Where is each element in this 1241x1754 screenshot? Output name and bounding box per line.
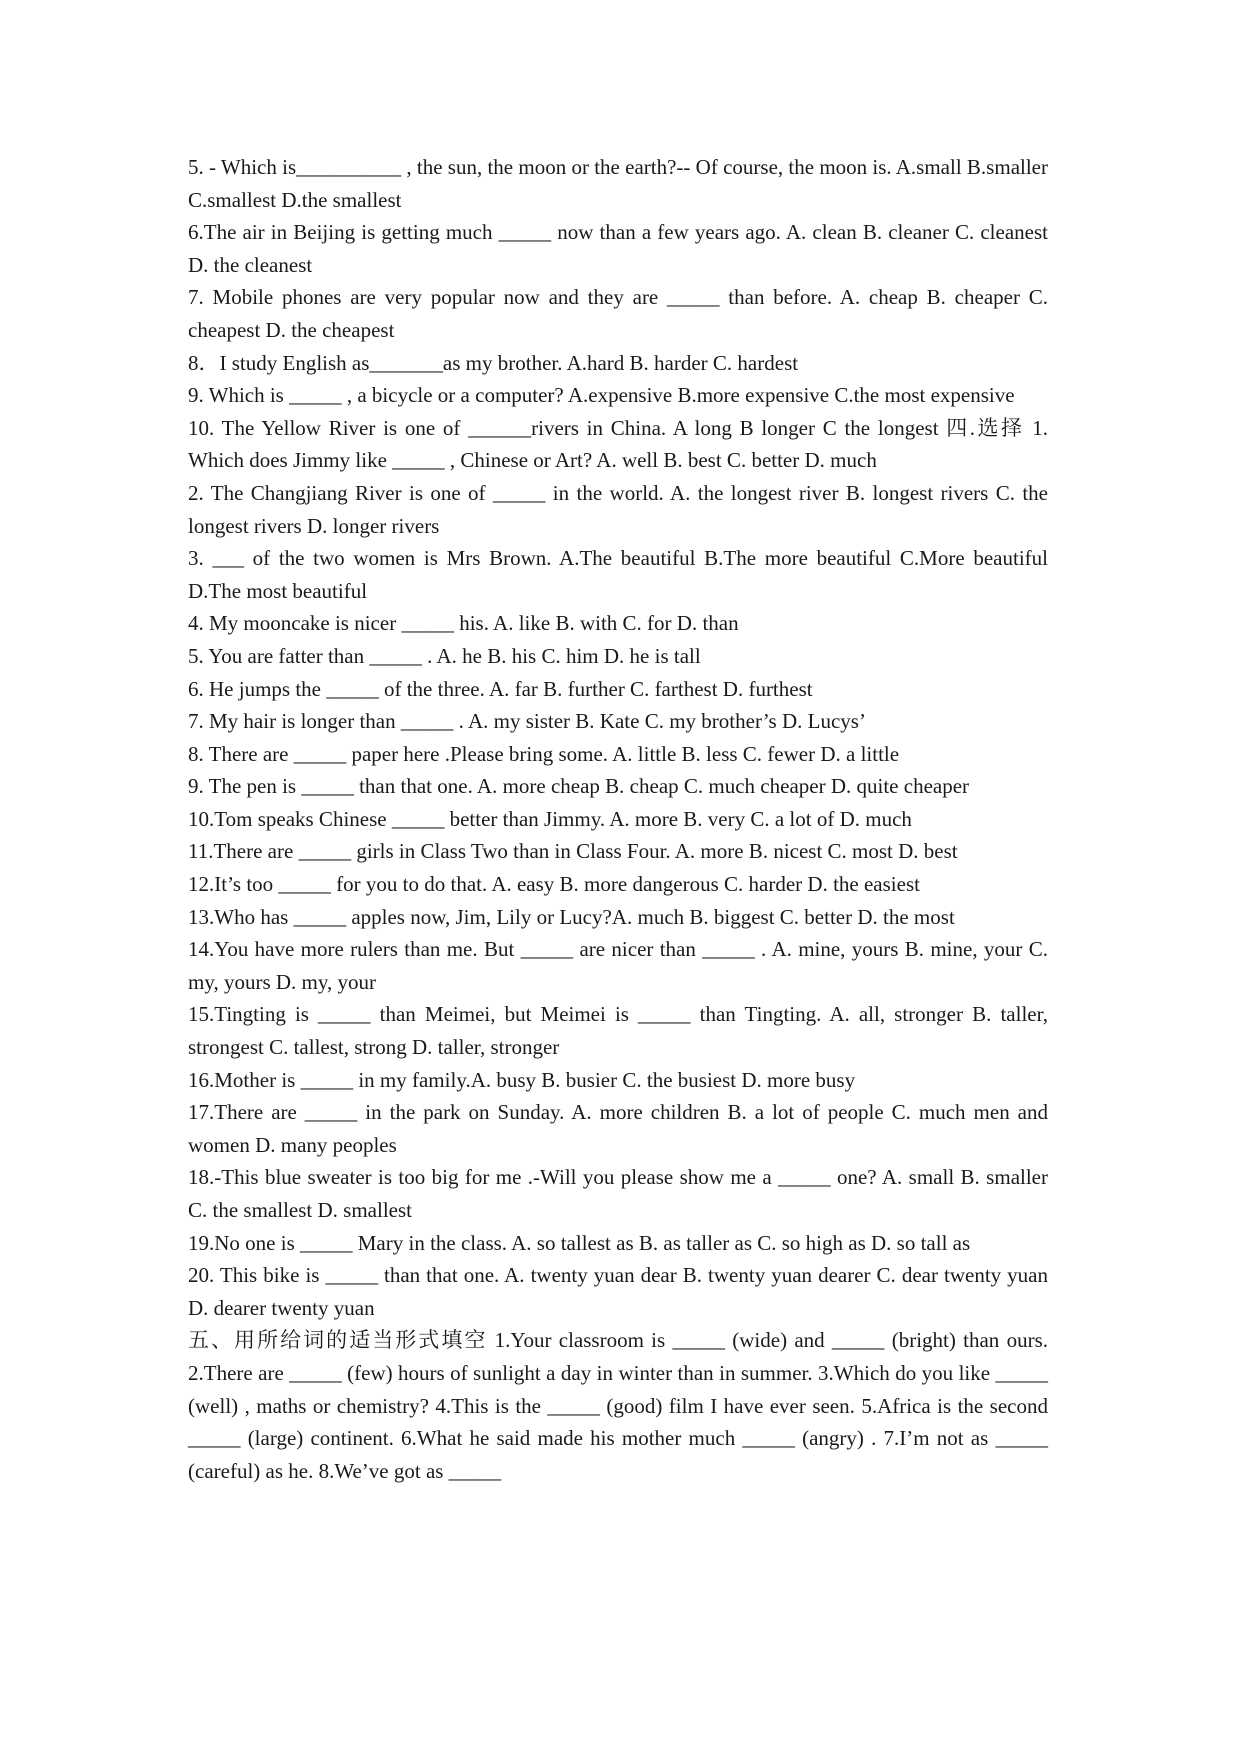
- exercise-line: 12.It’s too _____ for you to do that. A. easy B. more dangerous C. harder D. the easiest: [188, 872, 920, 897]
- exercise-line: 2. The Changjiang River is one of _____ in the world. A. the longest river B. longest rivers C. the longest rivers D. longer rivers: [188, 480, 1048, 538]
- exercise-line: 7. Mobile phones are very popular now and they are _____ than before. A. cheap B. cheaper C. cheapest D. the cheapest: [188, 285, 1048, 342]
- exercise-line: 五、用所给词的适当形式填空 1.Your classroom is _____ (wide) and _____ (bright) than ours. 2.There are _____ (few) hours of sunlight a day in winter than in summer. 3.Which do you like _____ (well) , maths or chemistry? 4.This is the _____ (good) film I have ever seen. 5.Africa is the second _____ (large) continent. 6.What he said made his mother much _____ (angry) . 7.I’m not as _____ (careful) as he. 8.We’ve got as _____: [188, 1328, 1048, 1483]
- exercise-line: 9. Which is _____ , a bicycle or a computer? A.expensive B.more expensive C.the most expensive: [188, 383, 1015, 408]
- exercise-line: 3. ___ of the two women is Mrs Brown. A.The beautiful B.The more beautiful C.More beautiful D.The most beautiful: [188, 546, 1048, 603]
- exercise-line: 11.There are _____ girls in Class Two than in Class Four. A. more B. nicest C. most D. best: [188, 839, 958, 864]
- exercise-line: 10. The Yellow River is one of ______rivers in China. A long B longer C the longest 四.选择 1. Which does Jimmy like _____ , Chinese or Art? A. well B. best C. better D. much: [188, 415, 1048, 473]
- exercise-line: 10.Tom speaks Chinese _____ better than Jimmy. A. more B. very C. a lot of D. much: [188, 806, 912, 831]
- exercise-line: 15.Tingting is _____ than Meimei, but Meimei is _____ than Tingting. A. all, stronger B. taller, strongest C. tallest, strong D. taller, stronger: [188, 1002, 1048, 1060]
- exercise-line: 7. My hair is longer than _____ . A. my sister B. Kate C. my brother’s D. Lucys’: [188, 709, 866, 734]
- exercise-line: 6.The air in Beijing is getting much _____ now than a few years ago. A. clean B. cleaner C. cleanest D. the cleanest: [188, 220, 1048, 277]
- exercise-line: 16.Mother is _____ in my family.A. busy B. busier C. the busiest D. more busy: [188, 1067, 856, 1092]
- exercise-line: 8. There are _____ paper here .Please bring some. A. little B. less C. fewer D. a little: [188, 741, 900, 766]
- exercise-line: 14.You have more rulers than me. But _____ are nicer than _____ . A. mine, yours B. mine, your C. my, yours D. my, your: [188, 937, 1048, 994]
- exercise-line: 19.No one is _____ Mary in the class. A. so tallest as B. as taller as C. so high as D. so tall as: [188, 1230, 971, 1255]
- exercise-line: 20. This bike is _____ than that one. A. twenty yuan dear B. twenty yuan dearer C. dear twenty yuan D. dearer twenty yuan: [188, 1263, 1048, 1320]
- exercise-line: 13.Who has _____ apples now, Jim, Lily or Lucy?A. much B. biggest C. better D. the most: [188, 904, 955, 929]
- exercise-text: [188, 151, 1048, 1487]
- exercise-line: 17.There are _____ in the park on Sunday. A. more children B. a lot of people C. much men and women D. many peoples: [188, 1100, 1048, 1157]
- exercise-line: 4. My mooncake is nicer _____ his. A. like B. with C. for D. than: [188, 611, 739, 636]
- exercise-line: 9. The pen is _____ than that one. A. more cheap B. cheap C. much cheaper D. quite cheaper: [188, 774, 970, 799]
- exercise-line: 6. He jumps the _____ of the three. A. far B. further C. farthest D. furthest: [188, 676, 813, 701]
- exercise-line: 8．I study English as_______as my brother. A.hard B. harder C. hardest: [188, 350, 799, 375]
- exercise-line: 18.-This blue sweater is too big for me .-Will you please show me a _____ one? A. small B. smaller C. the smallest D. smallest: [188, 1165, 1048, 1222]
- exercise-line: 5. You are fatter than _____ . A. he B. his C. him D. he is tall: [188, 643, 701, 668]
- exercise-line: 5. - Which is__________ , the sun, the moon or the earth?-- Of course, the moon is. A.small B.smaller C.smallest D.the smallest: [188, 155, 1048, 212]
